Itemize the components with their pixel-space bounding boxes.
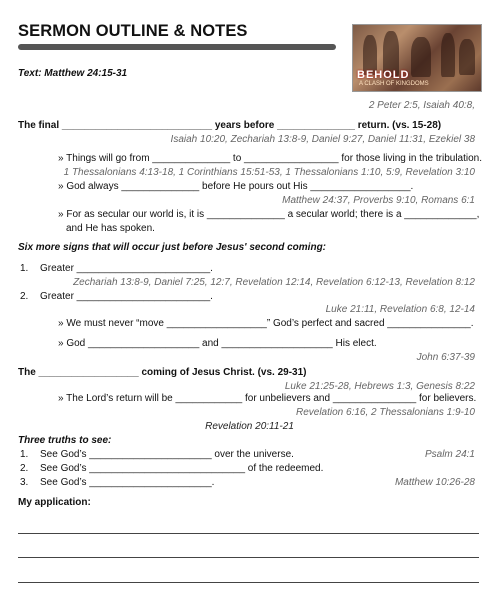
- list-item: Greater ________________________.: [40, 263, 213, 274]
- title-underline: [18, 44, 336, 50]
- image-title: BEHOLD: [357, 69, 410, 81]
- reference-line: Zechariah 13:8-9, Daniel 7:25, 12:7, Revelation 12:14, Revelation 6:12-13, Revelation 8:12: [73, 277, 475, 288]
- reference-line: Luke 21:11, Revelation 6:8, 12-14: [325, 304, 475, 315]
- scripture-text: Text: Matthew 24:15-31: [18, 68, 128, 79]
- reference-line: John 6:37-39: [416, 352, 475, 363]
- figure-shape: [459, 39, 475, 75]
- reference-line: Matthew 10:26-28: [394, 477, 475, 488]
- bullet-item: » For as secular our world is, it is ______________ a secular world; there is a _____________,: [58, 209, 480, 220]
- writing-line[interactable]: [18, 557, 479, 558]
- figure-shape: [411, 37, 431, 77]
- reference-line: Isaiah 10:20, Zechariah 13:8-9, Daniel 9:27, Daniel 11:31, Ezekiel 38: [170, 134, 475, 145]
- list-item: Greater ________________________.: [40, 291, 213, 302]
- list-number: 2.: [20, 463, 29, 474]
- reference-line: 2 Peter 2:5, Isaiah 40:8,: [368, 100, 475, 111]
- point-heading: The final ___________________________ years before ______________ return. (vs. 15-28): [18, 120, 442, 131]
- list-number: 1.: [20, 449, 29, 460]
- point-heading: The __________________ coming of Jesus Christ. (vs. 29-31): [18, 367, 307, 378]
- section-heading: My application:: [18, 497, 91, 508]
- list-item: See God’s ______________________ over the universe.: [40, 449, 294, 460]
- reference-line: Matthew 24:37, Proverbs 9:10, Romans 6:1: [282, 195, 475, 206]
- bullet-item: » We must never “move __________________” God’s perfect and sacred _______________.: [58, 318, 474, 329]
- section-heading: Three truths to see:: [18, 435, 112, 446]
- image-subtitle: A CLASH OF KINGDOMS: [359, 81, 429, 87]
- reference-line: Revelation 6:16, 2 Thessalonians 1:9-10: [295, 407, 475, 418]
- list-number: 1.: [20, 263, 29, 274]
- page-title: SERMON OUTLINE & NOTES: [18, 22, 248, 40]
- list-item: See God’s ____________________________ of the redeemed.: [40, 463, 324, 474]
- list-item: See God’s ______________________.: [40, 477, 215, 488]
- bullet-item: » God always ______________ before He pours out His __________________.: [58, 181, 414, 192]
- writing-line[interactable]: [18, 582, 479, 583]
- reference-line: Luke 21:25-28, Hebrews 1:3, Genesis 8:22: [284, 381, 475, 392]
- reference-line: 1 Thessalonians 4:13-18, 1 Corinthians 15:51-53, 1 Thessalonians 1:10, 5:9, Revelation 3:10: [63, 167, 475, 178]
- list-number: 2.: [20, 291, 29, 302]
- bullet-item: » Things will go from ______________ to _________________ for those living in the tribulation.: [58, 153, 483, 164]
- writing-line[interactable]: [18, 533, 479, 534]
- sermon-series-image: [352, 24, 482, 92]
- list-number: 3.: [20, 477, 29, 488]
- section-heading: Six more signs that will occur just before Jesus' second coming:: [18, 242, 327, 253]
- centered-reference: Revelation 20:11-21: [205, 421, 294, 432]
- reference-line: Psalm 24:1: [424, 449, 475, 460]
- figure-shape: [441, 33, 455, 77]
- bullet-item-continued: and He has spoken.: [66, 223, 155, 234]
- bullet-item: » The Lord’s return will be ____________ for unbelievers and _______________ for believers.: [58, 393, 477, 404]
- bullet-item: » God ____________________ and ____________________ His elect.: [58, 338, 377, 349]
